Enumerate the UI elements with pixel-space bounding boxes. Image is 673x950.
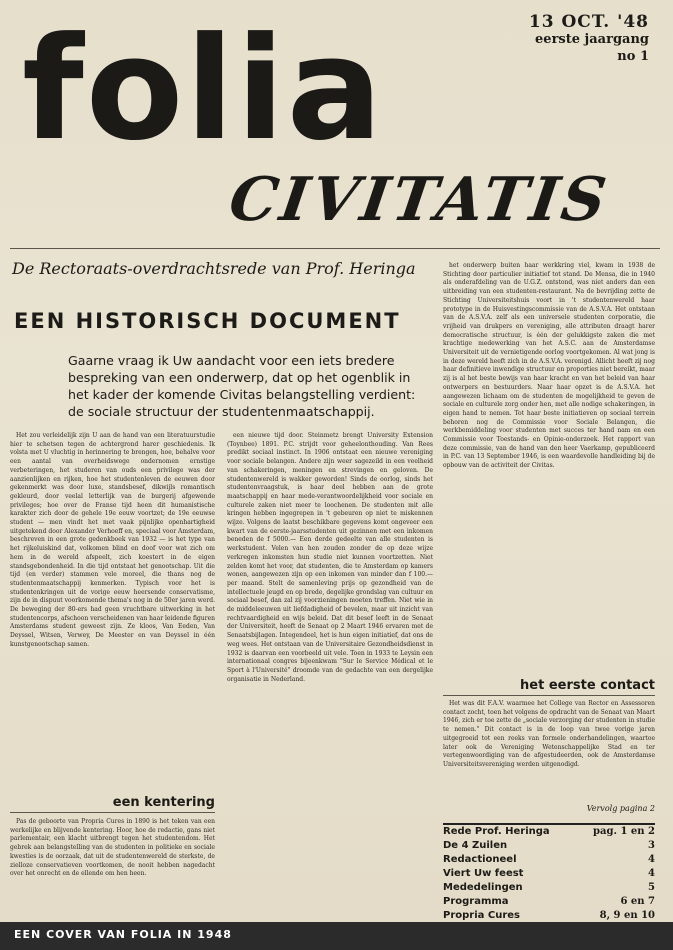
toc-row[interactable] <box>443 825 655 839</box>
article-column-1-continued <box>10 818 215 918</box>
column-2-text: een nieuwe tijd door. Steinmetz brengt University Extension (Toynbee) 1891. P.C. strijdt voor geheelonthouding. Van Rees predikt sociaal instinct. In 1906 ontstaat een nieuwe vereniging voor sociale belangen. Andere zijn weer sagezeild in een veelheid van schakeringen, meningen en strevingen en geloven. De studentenwereld is wakker geworden! Sinds de oorlog, sinds het studentenvraagstuk, is haar deel hebben aan de grote maatschappij en haar mede-verantwoordelijkheid voor sociale en culturele zaken niet meer te loochenen. De studenten mit alle kringen hebben ingegrepen in 't gebeuren op niet te miskennen wijze. Volgens de laatst beschikbare gegevens komt ongeveer een kwart van de eerste-jaarsstudenten uit gezinnen met een inkomen beneden de f 5000.— Een derde gedeelte van alle studenten is werkstudent. Velen van hen zouden zonder de op deze wijze verkregen inkomsten hun studie niet kunnen voortzetten. Niet zelden komt het voor, dat studenten, die te Amsterdam op kamers wonen, aangewezen zijn op een inkomen van minder dan f 100.— per maand. Stelt de samenleving prijs op gezondheid van de intellectuele jeugd en op brede, degelijke grondslag van cultuur en sociaal besef, dan zal zij voorzieningen moeten treffen. Niet wie in de middeleeuwen uit liefdadigheid of bevelen, maar uit inzicht van rechtvaardigheid en wijs beleid. Dat dit besef leeft in de Senaat der Universiteit, heeft de Senaat op 2 Maart 1946 ervaren met de Senaatsbijlagen. Integendeel, het is hun eigen initiatief, dat ons de weg wees. Het ontstaan van de Universitaire Gezondheidsdienst in 1932 is daarvan een voorbeeld uit vele. Toen in 1933 te Leysin een internationaal congres bijeenkwam "Sur le Service Médical et le Sport à l'Université" droomde van de gedachte van een dergelijke organisatie in Nederland. <box>227 432 433 683</box>
toc-page: 8, 9 en 10 <box>599 910 655 921</box>
article-subtitle: De Rectoraats-overdrachtsrede van Prof. Heringa <box>12 259 416 278</box>
article-column-1 <box>10 432 215 787</box>
article-headline: EEN HISTORISCH DOCUMENT <box>14 309 401 333</box>
article-column-3-continued <box>443 700 655 800</box>
toc-row[interactable] <box>443 839 655 853</box>
toc-label: Redactioneel <box>443 854 517 865</box>
column-1b-text: Pas de geboorte van Propria Cures in 1890 is het teken van een werkelijke en blijvende kentering. Hoor, hoe de redactie, gans niet parlementair, een klacht uitbrengt tegen het studentendom. Het gebrek aan belangstelling van de studenten in politieke en sociale kwesties is de oorzaak, dat uit de studentenwereld de sterkste, de zielloze conservatieven voortkomen, de nooit hebben nagedacht over het onrecht en de ellende om hen heen. <box>10 818 215 878</box>
toc-page: pag. 1 en 2 <box>593 826 655 837</box>
article-column-3 <box>443 262 655 657</box>
image-caption-bar <box>0 922 673 950</box>
issue-info <box>469 14 649 65</box>
section-heading-eerste-contact: het eerste contact <box>520 678 655 693</box>
toc-page: 4 <box>648 868 655 879</box>
toc-label: Mededelingen <box>443 882 523 893</box>
toc-page: 4 <box>648 854 655 865</box>
issue-number: no 1 <box>617 49 649 64</box>
toc-page: 5 <box>648 882 655 893</box>
toc-label: Propria Cures <box>443 910 521 921</box>
column-3b-text: Het was dit F.A.V. waarmee het College van Rector en Assessoren contact zocht, toen het volgens de opdracht van de Senaat van Maart 1946, zich er toe zette de „sociale verzorging der studenten in studie te nemen." Dit contact is in de loop van twee vorige jaren uitgegroeid tot een reeks van formele onderhandelingen, waartoe later ook de Vereniging Wetenschappelijke Stad en ter vertegenwoordiging van de afgestudeerden, ook de Amsterdamse Universiteitsvereniging werden uitgenodigd. <box>443 700 655 768</box>
toc-row[interactable] <box>443 881 655 895</box>
section-divider-2 <box>443 695 655 696</box>
toc-row[interactable] <box>443 895 655 909</box>
toc-label: Viert Uw feest <box>443 868 524 879</box>
masthead-title: folia <box>22 7 385 172</box>
masthead-subtitle: CIVITATIS <box>225 165 614 235</box>
article-column-2 <box>227 432 433 918</box>
column-1-text: Het zou verleidelijk zijn U aan de hand van een literatuurstudie hier te schetsen tegen de achtergrond harer geschiedenis. Ik volsta met U vluchtig in herinnering te brengen, hoe, behalve voor een aantal van overheidswege ondernomen ernstige verbeteringen, het studeren van ouds een privilege was der aanzienlijken en rijken, hoe het studentenleven de eeuwen door gekenmerkt was door luxe, standsbesef, dikwijls romantisch gekleurd, door veelal letterlijk van de burgerij afgewende privileges; hoe over de Franse tijd heen dit humanistische karakter zich door de gehele 19e eeuw voortzet; de 19e eeuwse student — men vindt het met vaak pijnlijke openhartigheid uitgetekend door Alexander Verhoeff en, speciaal voor Amsterdam, beschreven in een grote gedenkboek van 1932 — is het type van het rijkeluiskind dat, volkomen blind en doof voor wat zich om hem in de wereld afspeelt, zich koestert in de eigen standsgebondenheid. In die tijd ontstaat het genootschap. Uit die tijd (en verder) stammen vele moreel, die thans nog de studentenmaatschappij kenmerken. Typisch voor het is studentenkringen uit de vorige eeuw heersende conservatisme, zijn de in dispuut voorkomende thema's nog in de 50er jaren werd. De beweging der 80-ers had geen vruchtbare uitwerking in het studentencorps, afschoon verscheidenen van haar leidende figuren Amsterdams student geweest zijn. Ze kloos, Van Eeden, Van Deyssel, Witsen, Verwey, De Meester en van Deyssel in één kunstgenootschap samen. <box>10 432 215 648</box>
table-of-contents <box>443 823 655 922</box>
toc-page: 6 en 7 <box>620 896 655 907</box>
toc-page: 3 <box>648 840 655 851</box>
continued-note: Vervolg pagina 2 <box>586 804 655 813</box>
article-deck: Gaarne vraag ik Uw aandacht voor een iets bredere bespreking van een onderwerp, dat op het ogenblik in het kader der komende Civitas belangstelling verdient: de sociale structuur der studentenmaatschappij. <box>68 353 416 419</box>
issue-date: 13 OCT. '48 <box>528 12 649 32</box>
top-divider <box>10 248 660 249</box>
toc-label: De 4 Zuilen <box>443 840 508 851</box>
toc-label: Programma <box>443 896 509 907</box>
toc-row[interactable] <box>443 867 655 881</box>
toc-label: Rede Prof. Heringa <box>443 826 550 837</box>
image-caption: EEN COVER VAN FOLIA IN 1948 <box>14 928 232 941</box>
column-3-text: het onderwerp buiten haar werkkring viel, kwam in 1938 de Stichting door particulier initiatief tot stand. De Mensa, die in 1940 als onderafdeling van de U.G.Z. ontstond, was niet anders dan een uitbreiding van een studenten-restaurant. Na de bevrijding zette de Stichting Universiteitshuis voort in 't studentenwereld haar prototype in de Huisvestingscommissie van de A.S.V.A. Het ontstaan van de A.S.V.A. zelf als een universele studenten corporatie, die vrijheid van drukpers en vereniging, alle attributen draagt harer democratische structuur, is één der gelukkigste zaken die met krachtige medewerking van het A.S.C. aan de Amsterdamse Universiteit uit de vernietigende oorlog voortgekomen. Al wat jong is in deze wereld heeft zich in de A.S.V.A. verenigd. Allicht heeft zij nog haar definitieve inwendige structuur en proporties niet bereikt, maar zij is al het beste bewijs van haar kracht en van het beleid van haar ontwerpers en bestuurders. Naar haar opzet is de A.S.V.A. het aangewezen lichaam om de studenten de mogelijkheid te geven de sociale en culturele zorg onder hen, met alle nodige schakeringen, in eigen hand te nemen. Tot haar beste initiatieven op sociaal terrein behoren nog de Commissie voor Sociale Belangen, die werkbemiddeling voor studenten met succes ter hand nam en een Commissie voor Toestands- en Opinie-onderzoek. Het rapport van deze commissie, van de hand van den heer Vaerkamp, gepubliceerd in P.C. van 13 September 1946, is een waardevolle handleiding bij de opbouw van de activiteit der Civitas. <box>443 262 655 470</box>
section-divider-1 <box>10 812 215 813</box>
toc-row[interactable] <box>443 909 655 922</box>
toc-row[interactable] <box>443 853 655 867</box>
section-heading-kentering: een kentering <box>112 795 215 810</box>
issue-volume: eerste jaargang <box>535 32 649 47</box>
